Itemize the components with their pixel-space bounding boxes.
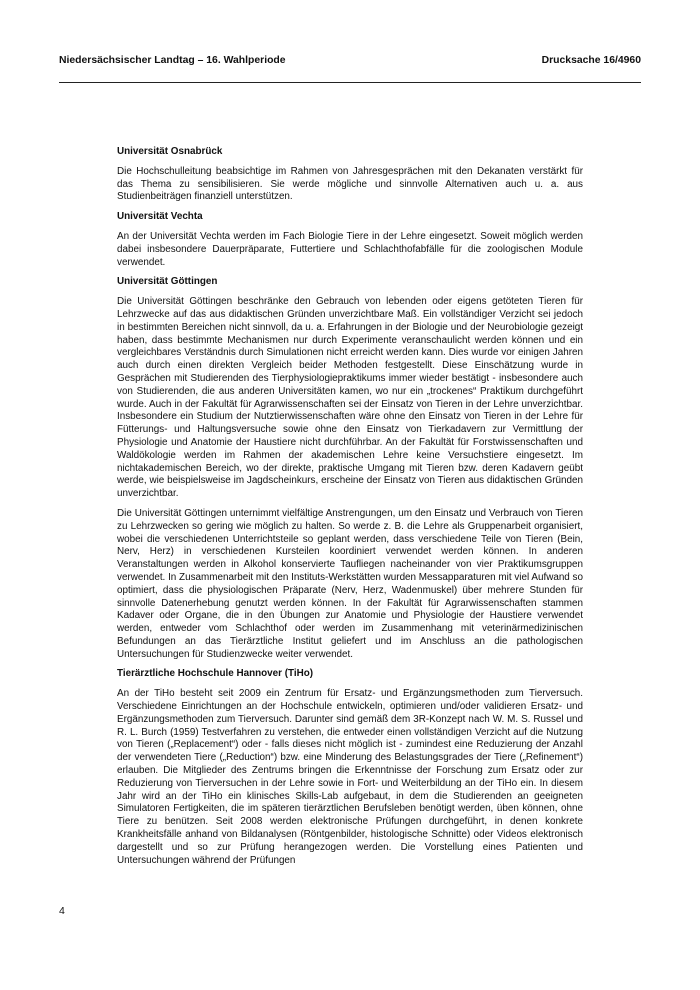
paragraph: Die Hochschulleitung beabsichtige im Rahmen von Jahresgesprächen mit den Dekanaten verstärkt für das Thema zu sensibilisieren. Sie werde mögliche und sinnvolle Alternativen auch u. a. aus Studienbeiträgen finanziell unterstützen.	[117, 165, 583, 203]
paragraph: Die Universität Göttingen beschränke den Gebrauch von lebenden oder eigens getöteten Tieren für Lehrzwecke auf das aus didaktischen Gründen unverzichtbare Maß. Ein vollständiger Verzicht sei jedoch in bestimmten Bereichen nicht sinnvoll, da u. a. Erfahrungen in der Biologie und der Neurobiologie gezeigt haben, dass bestimmte Mechanismen nur durch Experimente veranschaulicht werden können und ein vergleichbares Verständnis durch Simulationen nicht erreicht werden kann. Dies wurde vor einigen Jahren auch durch einen direkten Vergleich beider Methoden festgestellt. Diese Einschätzung wurde in Gesprächen mit Studierenden des Tierphysiologiepraktikums immer wieder bestätigt - insbesondere auch von Studierenden, die aus anderen Universitäten kamen, wo nur ein „trockenes“ Praktikum durchgeführt wurde. Auch in der Fakultät für Agrarwissenschaften sei der Einsatz von Tieren in der Lehre unverzichtbar. Insbesondere ein Studium der Nutztierwissenschaften wäre ohne den Einsatz von Tieren in der Lehre für Fütterungs- und Haltungsversuche sowie ohne den Einsatz von Tierkadavern zur Vermittlung der Physiologie und Anatomie der Haustiere nicht durchführbar. An der Fakultät für Forstwissenschaften und Waldökologie werden im Rahmen der akademischen Lehre keine Versuchstiere eingesetzt. Im nichtakademischen Bereich, wo der direkte, praktische Umgang mit Tieren bzw. deren Kadavern geübt werde, wie beispielsweise im Jagdscheinkurs, erscheine der Einsatz von Tieren aus didaktischen Gründen unverzichtbar.	[117, 296, 583, 500]
paragraph: An der TiHo besteht seit 2009 ein Zentrum für Ersatz- und Ergänzungsmethoden zum Tierversuch. Verschiedene Einrichtungen an der Hochschule entwickeln, optimieren und/oder validieren Ersatz- und Ergänzungsmethoden zum Tierversuch. Darunter sind gemäß dem 3R-Konzept nach W. M. S. Russel und R. L. Burch (1959) Testverfahren zu verstehen, die entweder einen vollständigen Verzicht auf die Nutzung von Tieren („Replacement“) oder - falls dieses nicht möglich ist - zumindest eine Reduzierung der Anzahl der verwendeten Tiere („Reduction“) bzw. eine Minderung des Belastungsgrades der Tiere („Refinement“) erlauben. Die Mitglieder des Zentrums bringen die Erkenntnisse der Forschung zum Ersatz oder zur Reduzierung von Tierversuchen in der Lehre sowie in Fort- und Weiterbildung an der TiHo ein. In diesem Jahr wird an der TiHo ein klinisches Skills-Lab aufgebaut, in dem die Studierenden an geeigneten Simulatoren Fertigkeiten, die im späteren tierärztlichen Berufsleben benötigt werden, üben können, ohne Tiere zu benützen. Seit 2008 werden elektronische Prüfungen durchgeführt, in denen konkrete Krankheitsfälle anhand von Bildanalysen (Röntgenbilder, histologische Schnitte) oder Videos elektronisch dargestellt und so zur Prüfung herangezogen werden. Die Vorstellung eines Patienten und Untersuchungen während der Prüfungen	[117, 688, 583, 866]
section-heading: Universität Vechta	[117, 211, 203, 223]
section-heading: Tierärztliche Hochschule Hannover (TiHo)	[117, 668, 314, 680]
page-header	[59, 55, 641, 71]
paragraph: Die Universität Göttingen unternimmt vielfältige Anstrengungen, um den Einsatz und Verbrauch von Tieren zu Lehrzwecken so gering wie möglich zu halten. So werde z. B. die Lehre als Gruppenarbeit organisiert, wobei die verschiedenen Unterrichtsteile so geplant werden, dass verschiedene Teile von Tieren (Bein, Nerv, Herz) in verschiedenen Kursteilen koordiniert verwendet werden können. In anderen Veranstaltungen werden in Alkohol konservierte Taufliegen nacheinander von vier Praktikumsgruppen verwendet. In Zusammenarbeit mit den Instituts-Werkstätten wurden Messapparaturen mit viel Aufwand so optimiert, dass die physiologischen Präparate (Nerv, Herz, Wadenmuskel) über mehrere Stunden für sinnvolle Datenerhebung genutzt werden können. In der Fakultät für Agrarwissenschaften stammen Kadaver oder Organe, die in den Übungen zur Anatomie und Physiologie der Haustiere verwendet werden, entweder vom Schlachthof oder werden im Zusammenhang mit veterinärmedizinischen Befundungen an das Tierärztliche Institut geliefert und im Anschluss an die pathologischen Untersuchungen für Studienzwecke weiter verwendet.	[117, 507, 583, 660]
document-body	[117, 146, 583, 874]
page-number: 4	[59, 905, 65, 917]
header-divider	[59, 82, 641, 83]
document-number: Drucksache 16/4960	[541, 55, 641, 66]
section-heading: Universität Göttingen	[117, 276, 218, 288]
section-heading: Universität Osnabrück	[117, 146, 223, 157]
paragraph: An der Universität Vechta werden im Fach Biologie Tiere in der Lehre eingesetzt. Soweit möglich werden dabei insbesondere Dauerpräparate, Futtertiere und Schlachthofabfälle für die zoologischen Module verwendet.	[117, 230, 583, 268]
header-title: Niedersächsischer Landtag – 16. Wahlperiode	[59, 55, 286, 66]
